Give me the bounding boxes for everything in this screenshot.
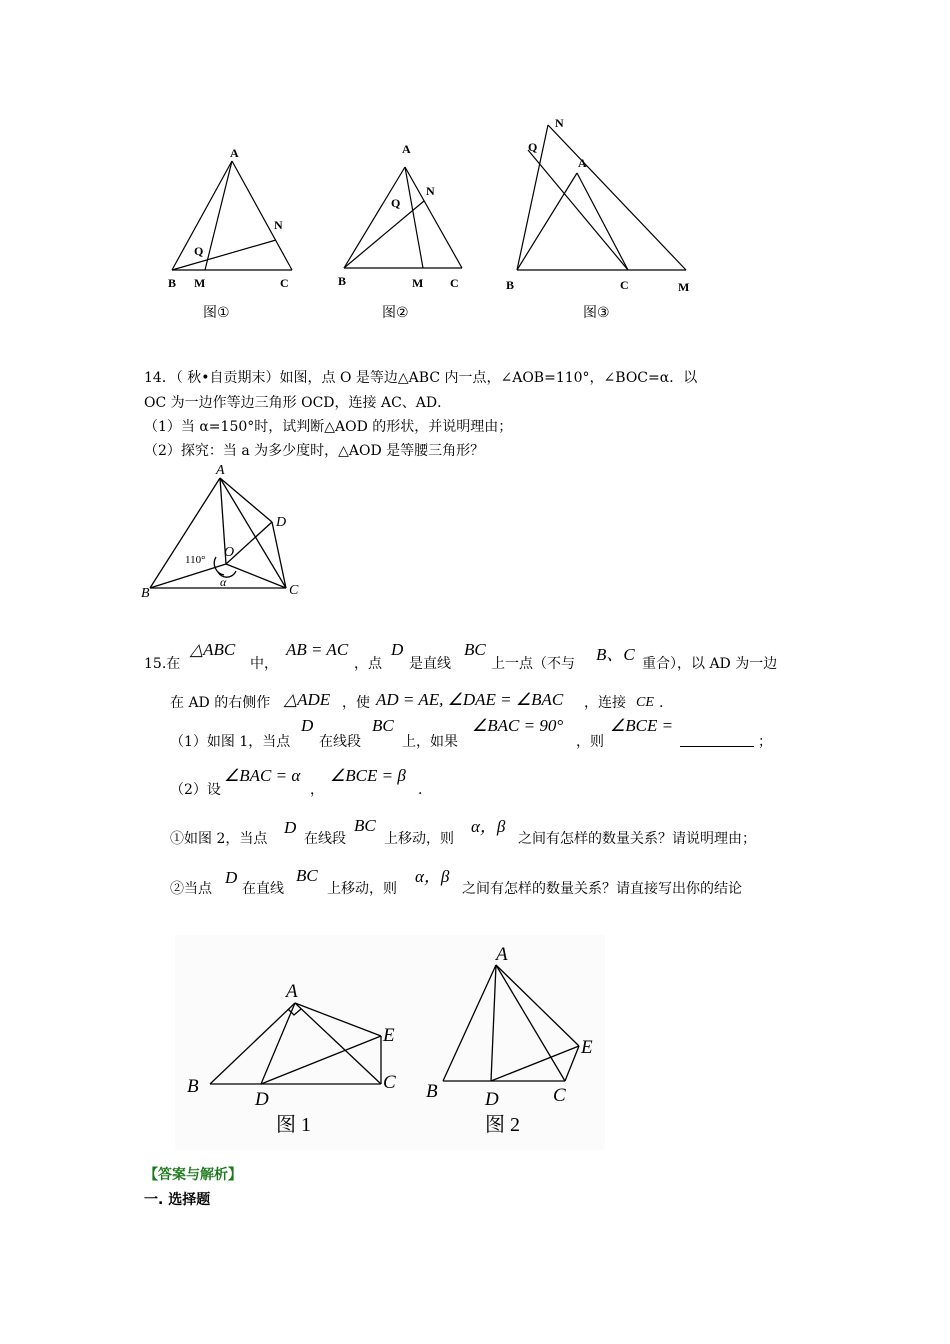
q15-p1-eq2: ∠BCE =: [610, 716, 674, 735]
q15-s1-c: 上移动，则: [384, 831, 454, 847]
q15-p2-end: .: [418, 782, 423, 798]
q15-p2-comma: ，: [310, 782, 324, 798]
q14-label-D: D: [276, 515, 287, 530]
q14-line4: （2）探究：当 a 为多少度时，△AOD 是等腰三角形？: [144, 443, 485, 459]
fig2-label-C: C: [450, 276, 459, 290]
q14-figure: [138, 460, 313, 600]
q15-p1-D: D: [301, 716, 314, 735]
fig1-label-B: B: [168, 276, 177, 290]
q14-label-A: A: [216, 463, 225, 478]
q15-point: ，点: [354, 656, 382, 672]
fig2-label-N: N: [426, 184, 435, 198]
q15-fig2-E: E: [581, 1037, 593, 1058]
q15-l2-d: .: [659, 695, 664, 711]
q15-BC: BC: [464, 640, 486, 659]
q15-s1-ab: α，β: [471, 817, 506, 836]
q14-label-O: O: [224, 545, 235, 560]
q14-line1: 14．（ 秋•自贡期末）如图，点 O 是等边△ABC 内一点，∠AOB=110°，∠BOC=α．以: [144, 370, 698, 386]
q15-l2-eq: AD = AE, ∠DAE = ∠BAC: [376, 690, 564, 709]
fig2-label-Q: Q: [391, 196, 401, 210]
q15-fig1-caption: 图 1: [276, 1114, 311, 1136]
q15-s1-b: 在线段: [304, 831, 346, 847]
figure-1-triangle: [172, 161, 292, 270]
q15-fig2-C: C: [553, 1085, 566, 1106]
q15-p1-eq: ∠BAC = 90°: [472, 716, 564, 735]
answer-header: 【答案与解析】: [144, 1167, 242, 1183]
q15-BandC: B、C: [596, 645, 635, 664]
fig1-label-C: C: [280, 276, 289, 290]
q15-s2-D: D: [225, 868, 238, 887]
q15-fig2-B: B: [426, 1081, 438, 1102]
q14-label-angle: 110°: [185, 554, 206, 566]
q15-s1-BC: BC: [354, 816, 376, 835]
fig2-label-M: M: [412, 276, 424, 290]
q15-online: 是直线: [409, 656, 451, 672]
q15-l2-a: 在 AD 的右侧作: [170, 695, 271, 711]
q15-p1-a: （1）如图 1，当点: [170, 734, 291, 750]
q15-p2-eq2: ∠BCE = β: [330, 766, 406, 785]
q15-p1-b: 在线段: [319, 734, 361, 750]
q15-s2-BC: BC: [296, 866, 318, 885]
q15-l2-tri: △ADE: [284, 690, 331, 709]
q15-s2-a: ②当点: [170, 881, 212, 897]
q15-s2-c: 上移动，则: [327, 881, 397, 897]
q15-l2-b: ，使: [342, 695, 370, 711]
q15-figures: [175, 935, 605, 1150]
fig1-caption: 图①: [203, 305, 230, 321]
q15-l2-ce: CE: [636, 695, 654, 710]
q15-s1-d: 之间有怎样的数量关系？请说明理由；: [518, 831, 756, 847]
q15-l2-c: ，连接: [584, 695, 626, 711]
fig1-label-M: M: [194, 276, 206, 290]
q15-mid: 中，: [250, 656, 278, 672]
q15-p1-c: 上，如果: [402, 734, 458, 750]
q15-tail1: 重合），以 AD 为一边: [642, 656, 778, 672]
q15-fig1-A: A: [286, 981, 298, 1002]
q15-s1-D: D: [284, 818, 297, 837]
fig2-caption: 图②: [382, 305, 409, 321]
q15-fig2-D: D: [485, 1089, 499, 1110]
q15-s2-b: 在直线: [242, 881, 284, 897]
fig2-label-B: B: [338, 274, 347, 288]
q15-fig1-D: D: [255, 1089, 269, 1110]
q15-p2-a: （2）设: [170, 782, 221, 798]
q15-p1-d: ，则: [576, 734, 604, 750]
q14-label-B: B: [141, 586, 150, 600]
q15-fig1-E: E: [383, 1025, 395, 1046]
q15-s1-a: ①如图 2，当点: [170, 831, 268, 847]
q15-fig1-B: B: [187, 1076, 199, 1097]
q15-ab: AB = AC: [286, 640, 349, 659]
fig3-label-B: B: [506, 278, 515, 292]
fig1-label-N: N: [274, 218, 283, 232]
top-figures: [150, 105, 710, 330]
q15-s2-ab: α，β: [415, 867, 450, 886]
q15-p1-e: ；: [758, 734, 772, 750]
q15-p1-BC: BC: [372, 716, 394, 735]
q15-fig1-C: C: [383, 1072, 396, 1093]
fig3-label-N: N: [555, 116, 564, 130]
q14-label-C: C: [289, 583, 299, 598]
fig3-label-Q: Q: [528, 140, 538, 154]
figure-3-triangle: [517, 125, 686, 270]
q15-tri: △ABC: [190, 640, 236, 659]
q15-D: D: [391, 640, 404, 659]
fig3-caption: 图③: [583, 305, 610, 321]
figure-2-triangle: [344, 167, 462, 268]
q15-fig2-caption: 图 2: [485, 1114, 520, 1136]
q15-answer-blank: [680, 734, 754, 747]
fig3-label-A: A: [578, 156, 587, 170]
q15-p2-eq1: ∠BAC = α: [224, 766, 301, 785]
section-choice-title: 一. 选择题: [144, 1192, 211, 1208]
q14-line3: （1）当 α=150°时，试判断△AOD 的形状，并说明理由；: [144, 419, 513, 435]
q14-line2: OC 为一边作等边三角形 OCD，连接 AC、AD．: [144, 395, 452, 411]
q15-fig2-A: A: [496, 944, 508, 965]
fig2-label-A: A: [402, 142, 411, 156]
q15-s2-d: 之间有怎样的数量关系？请直接写出你的结论: [462, 881, 742, 897]
fig1-label-Q: Q: [194, 244, 204, 258]
fig1-label-A: A: [230, 146, 239, 160]
fig3-label-C: C: [620, 278, 629, 292]
q14-label-alpha: α: [220, 575, 227, 589]
q15-num: 15.在: [144, 656, 181, 672]
q15-upper: 上一点（不与: [491, 656, 575, 672]
fig3-label-M: M: [678, 280, 690, 294]
